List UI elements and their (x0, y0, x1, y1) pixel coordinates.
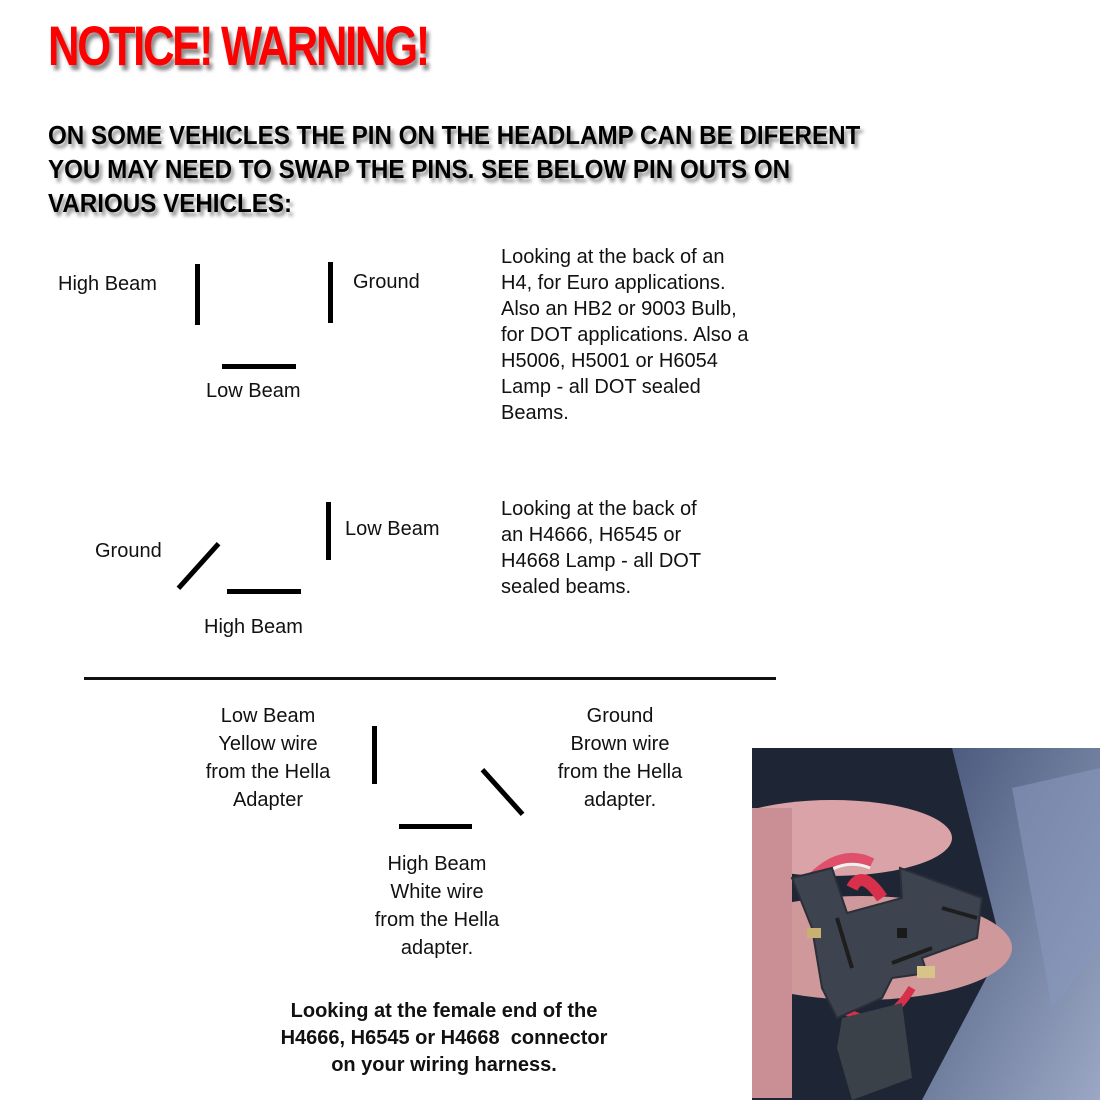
label-ground: Ground (95, 540, 162, 562)
pin-high-beam (399, 824, 472, 829)
label-line: Adapter (232, 789, 304, 811)
pin-high-beam (195, 264, 200, 325)
diagram-description (501, 496, 761, 600)
caption-line: Looking at the female end of the (290, 1000, 598, 1022)
description-line: for DOT applications. Also a (501, 324, 749, 346)
pin-low-beam (222, 364, 296, 369)
description-line: Looking at the back of (501, 498, 697, 520)
pin-low-beam (372, 726, 377, 784)
diagram-description (501, 244, 801, 426)
label-low-beam: Low Beam (345, 518, 440, 540)
label-line: White wire (390, 881, 484, 903)
warning-subheading (48, 118, 1071, 220)
label-line: from the Hella (374, 909, 500, 931)
subheading-line: VARIOUS VEHICLES: (48, 188, 293, 218)
description-line: H4668 Lamp - all DOT (501, 550, 702, 572)
description-line: Lamp - all DOT sealed (501, 376, 701, 398)
connector-photo-illustration (752, 748, 1100, 1100)
label-ground: Ground (353, 271, 420, 293)
pin-low-beam (326, 502, 331, 560)
connector-caption (244, 998, 644, 1079)
label-low-beam: Low Beam (206, 380, 301, 402)
label-ground-brown (530, 702, 710, 814)
description-line: Beams. (501, 402, 569, 424)
description-line: an H4666, H6545 or (501, 524, 682, 546)
caption-line: on your wiring harness. (331, 1054, 557, 1076)
label-line: Low Beam (220, 705, 316, 727)
label-high-beam: High Beam (204, 616, 303, 638)
label-line: Brown wire (570, 733, 670, 755)
label-line: High Beam (387, 853, 487, 875)
label-high-beam: High Beam (58, 273, 157, 295)
description-line: Looking at the back of an (501, 246, 725, 268)
pin-ground (481, 768, 525, 816)
subheading-line: YOU MAY NEED TO SWAP THE PINS. SEE BELOW PIN OUTS ON (48, 154, 791, 184)
label-line: adapter. (400, 937, 474, 959)
description-line: H4, for Euro applications. (501, 272, 726, 294)
caption-line: H4666, H6545 or H4668 connector (280, 1027, 608, 1049)
section-divider (84, 677, 776, 680)
description-line: Also an HB2 or 9003 Bulb, (501, 298, 737, 320)
description-line: H5006, H5001 or H6054 (501, 350, 718, 372)
label-line: Ground (586, 705, 654, 727)
pin-ground (177, 542, 221, 590)
pin-high-beam (227, 589, 301, 594)
warning-title: NOTICE! WARNING! (48, 14, 428, 77)
label-line: from the Hella (205, 761, 331, 783)
connector-photo (752, 748, 1100, 1100)
label-line: from the Hella (557, 761, 683, 783)
label-high-beam-white (347, 850, 527, 962)
label-line: Yellow wire (218, 733, 318, 755)
label-line: adapter. (583, 789, 657, 811)
pin-ground (328, 262, 333, 323)
subheading-line: ON SOME VEHICLES THE PIN ON THE HEADLAMP CAN BE DIFERENT (48, 120, 861, 150)
label-low-beam-yellow (178, 702, 358, 814)
description-line: sealed beams. (501, 576, 632, 598)
